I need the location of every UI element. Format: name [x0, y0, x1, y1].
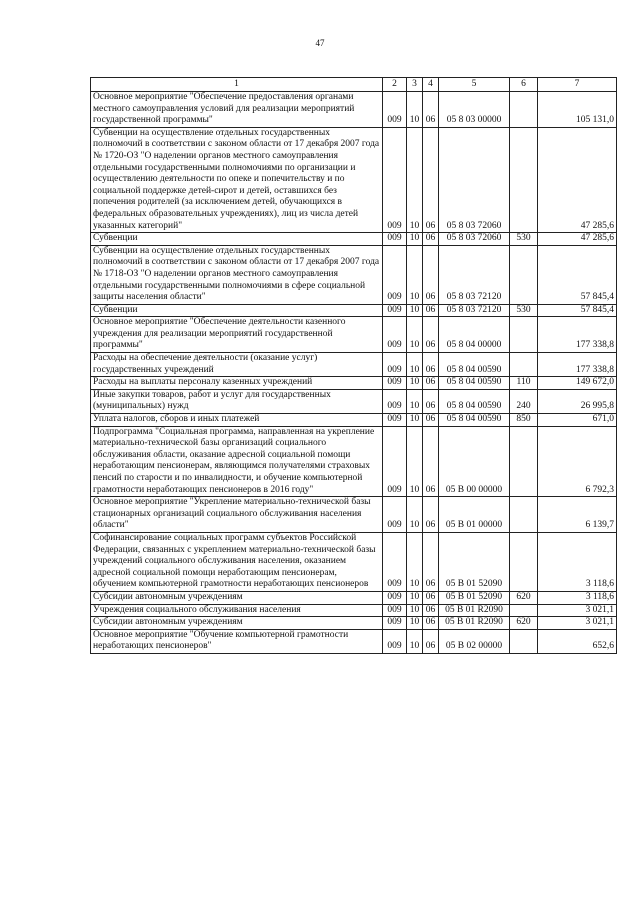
table-header-row	[91, 78, 617, 92]
amount: 47 285,6	[538, 233, 617, 246]
amount: 26 995,8	[538, 389, 617, 413]
expense-type-code	[510, 353, 538, 377]
table-row	[91, 92, 617, 128]
amount: 177 338,8	[538, 353, 617, 377]
ministry-code: 009	[383, 127, 407, 232]
ministry-code: 009	[383, 389, 407, 413]
section-code: 10	[407, 377, 423, 390]
subsection-code: 06	[423, 604, 439, 617]
target-article-code: 05 8 03 72120	[439, 245, 510, 304]
amount: 3 118,6	[538, 532, 617, 591]
table-row	[91, 389, 617, 413]
subsection-code: 06	[423, 414, 439, 427]
expense-type-code: 110	[510, 377, 538, 390]
target-article-code: 05 В 02 00000	[439, 629, 510, 653]
target-article-code: 05 В 01 R2090	[439, 617, 510, 630]
section-code: 10	[407, 414, 423, 427]
column-header: 1	[91, 78, 383, 92]
expense-type-code: 530	[510, 304, 538, 317]
column-header: 6	[510, 78, 538, 92]
expense-type-code	[510, 604, 538, 617]
amount: 105 131,0	[538, 92, 617, 128]
section-code: 10	[407, 532, 423, 591]
expense-type-code	[510, 245, 538, 304]
table-row	[91, 245, 617, 304]
subsection-code: 06	[423, 127, 439, 232]
table-row	[91, 497, 617, 533]
column-header: 2	[383, 78, 407, 92]
section-code: 10	[407, 353, 423, 377]
amount: 652,6	[538, 629, 617, 653]
expense-type-code	[510, 629, 538, 653]
page-number: 47	[315, 38, 325, 48]
expense-type-code: 620	[510, 591, 538, 604]
expense-type-code	[510, 92, 538, 128]
column-header: 4	[423, 78, 439, 92]
amount: 6 792,3	[538, 426, 617, 497]
column-header: 7	[538, 78, 617, 92]
table-row	[91, 532, 617, 591]
ministry-code: 009	[383, 317, 407, 353]
ministry-code: 009	[383, 617, 407, 630]
row-description: Расходы на выплаты персоналу казенных учреждений	[91, 377, 383, 390]
subsection-code: 06	[423, 377, 439, 390]
row-description: Софинансирование социальных программ субъектов Российской Федерации, связанных с укреплением материально-технической базы учреждений социального обслуживания населения, оказанием адресной социальной помощи неработающим пенсионерам, обучением компьютерной грамотности неработающих пенсионеров	[91, 532, 383, 591]
target-article-code: 05 8 04 00590	[439, 353, 510, 377]
expense-type-code	[510, 532, 538, 591]
section-code: 10	[407, 426, 423, 497]
amount: 3 118,6	[538, 591, 617, 604]
section-code: 10	[407, 591, 423, 604]
section-code: 10	[407, 497, 423, 533]
target-article-code: 05 8 04 00590	[439, 377, 510, 390]
ministry-code: 009	[383, 591, 407, 604]
section-code: 10	[407, 233, 423, 246]
table-row	[91, 426, 617, 497]
section-code: 10	[407, 617, 423, 630]
amount: 6 139,7	[538, 497, 617, 533]
subsection-code: 06	[423, 317, 439, 353]
row-description: Субсидии автономным учреждениям	[91, 591, 383, 604]
row-description: Субвенции	[91, 233, 383, 246]
row-description: Иные закупки товаров, работ и услуг для государственных (муниципальных) нужд	[91, 389, 383, 413]
section-code: 10	[407, 304, 423, 317]
amount: 57 845,4	[538, 304, 617, 317]
table-row	[91, 629, 617, 653]
table-row	[91, 353, 617, 377]
expense-type-code: 240	[510, 389, 538, 413]
subsection-code: 06	[423, 591, 439, 604]
amount: 671,0	[538, 414, 617, 427]
amount: 3 021,1	[538, 604, 617, 617]
ministry-code: 009	[383, 414, 407, 427]
section-code: 10	[407, 127, 423, 232]
amount: 3 021,1	[538, 617, 617, 630]
table-row	[91, 317, 617, 353]
expense-type-code: 850	[510, 414, 538, 427]
subsection-code: 06	[423, 92, 439, 128]
target-article-code: 05 В 01 R2090	[439, 604, 510, 617]
target-article-code: 05 8 03 00000	[439, 92, 510, 128]
ministry-code: 009	[383, 304, 407, 317]
ministry-code: 009	[383, 245, 407, 304]
target-article-code: 05 В 00 00000	[439, 426, 510, 497]
table-row	[91, 304, 617, 317]
subsection-code: 06	[423, 629, 439, 653]
table-row	[91, 233, 617, 246]
target-article-code: 05 В 01 52090	[439, 591, 510, 604]
expense-type-code	[510, 127, 538, 232]
section-code: 10	[407, 245, 423, 304]
table-row	[91, 127, 617, 232]
amount: 177 338,8	[538, 317, 617, 353]
column-header: 3	[407, 78, 423, 92]
ministry-code: 009	[383, 353, 407, 377]
row-description: Основное мероприятие "Обеспечение предоставления органами местного самоуправления условий для реализации мероприятий государственной программы"	[91, 92, 383, 128]
row-description: Субвенции	[91, 304, 383, 317]
section-code: 10	[407, 629, 423, 653]
table-row	[91, 591, 617, 604]
target-article-code: 05 8 03 72060	[439, 233, 510, 246]
target-article-code: 05 8 04 00590	[439, 389, 510, 413]
budget-table	[90, 77, 617, 654]
expense-type-code: 530	[510, 233, 538, 246]
subsection-code: 06	[423, 304, 439, 317]
column-header: 5	[439, 78, 510, 92]
ministry-code: 009	[383, 92, 407, 128]
subsection-code: 06	[423, 497, 439, 533]
subsection-code: 06	[423, 233, 439, 246]
ministry-code: 009	[383, 532, 407, 591]
expense-type-code	[510, 317, 538, 353]
row-description: Субсидии автономным учреждениям	[91, 617, 383, 630]
amount: 47 285,6	[538, 127, 617, 232]
subsection-code: 06	[423, 389, 439, 413]
row-description: Подпрограмма "Социальная программа, направленная на укрепление материально-технической базы организаций социального обслуживания области, оказание адресной социальной помощи неработающим пенсионерам, являющимся получателями страховых пенсий по старости и по инвалидности, и обучение компьютерной грамотности неработающих пенсионеров в 2016 году"	[91, 426, 383, 497]
section-code: 10	[407, 92, 423, 128]
target-article-code: 05 В 01 52090	[439, 532, 510, 591]
section-code: 10	[407, 604, 423, 617]
target-article-code: 05 В 01 00000	[439, 497, 510, 533]
target-article-code: 05 8 04 00590	[439, 414, 510, 427]
expense-type-code	[510, 497, 538, 533]
subsection-code: 06	[423, 353, 439, 377]
target-article-code: 05 8 03 72060	[439, 127, 510, 232]
subsection-code: 06	[423, 426, 439, 497]
table-row	[91, 377, 617, 390]
ministry-code: 009	[383, 604, 407, 617]
expense-type-code	[510, 426, 538, 497]
table-row	[91, 617, 617, 630]
ministry-code: 009	[383, 233, 407, 246]
amount: 149 672,0	[538, 377, 617, 390]
section-code: 10	[407, 317, 423, 353]
budget-table-body	[91, 78, 617, 654]
row-description: Расходы на обеспечение деятельности (оказание услуг) государственных учреждений	[91, 353, 383, 377]
ministry-code: 009	[383, 629, 407, 653]
row-description: Основное мероприятие "Обеспечение деятельности казенного учреждения для реализации мероприятий государственной программы"	[91, 317, 383, 353]
row-description: Уплата налогов, сборов и иных платежей	[91, 414, 383, 427]
table-row	[91, 604, 617, 617]
row-description: Учреждения социального обслуживания населения	[91, 604, 383, 617]
row-description: Субвенции на осуществление отдельных государственных полномочий в соответствии с законом области от 17 декабря 2007 года № 1718-ОЗ "О наделении органов местного самоуправления отдельными государственными полномочиями в сфере социальной защиты населения области"	[91, 245, 383, 304]
subsection-code: 06	[423, 245, 439, 304]
row-description: Основное мероприятие "Укрепление материально-технической базы стационарных организаций социального обслуживания населения области"	[91, 497, 383, 533]
table-row	[91, 414, 617, 427]
target-article-code: 05 8 03 72120	[439, 304, 510, 317]
ministry-code: 009	[383, 426, 407, 497]
ministry-code: 009	[383, 377, 407, 390]
ministry-code: 009	[383, 497, 407, 533]
amount: 57 845,4	[538, 245, 617, 304]
row-description: Основное мероприятие "Обучение компьютерной грамотности неработающих пенсионеров"	[91, 629, 383, 653]
section-code: 10	[407, 389, 423, 413]
subsection-code: 06	[423, 617, 439, 630]
subsection-code: 06	[423, 532, 439, 591]
target-article-code: 05 8 04 00000	[439, 317, 510, 353]
row-description: Субвенции на осуществление отдельных государственных полномочий в соответствии с законом области от 17 декабря 2007 года № 1720-ОЗ "О наделении органов местного самоуправления отдельными государственными полномочиями по организации и осуществлению деятельности по опеке и попечительству и по социальной поддержке детей-сирот и детей, оставшихся без попечения родителей (за исключением детей, обучающихся в федеральных образовательных учреждениях), лиц из числа детей указанных категорий"	[91, 127, 383, 232]
expense-type-code: 620	[510, 617, 538, 630]
